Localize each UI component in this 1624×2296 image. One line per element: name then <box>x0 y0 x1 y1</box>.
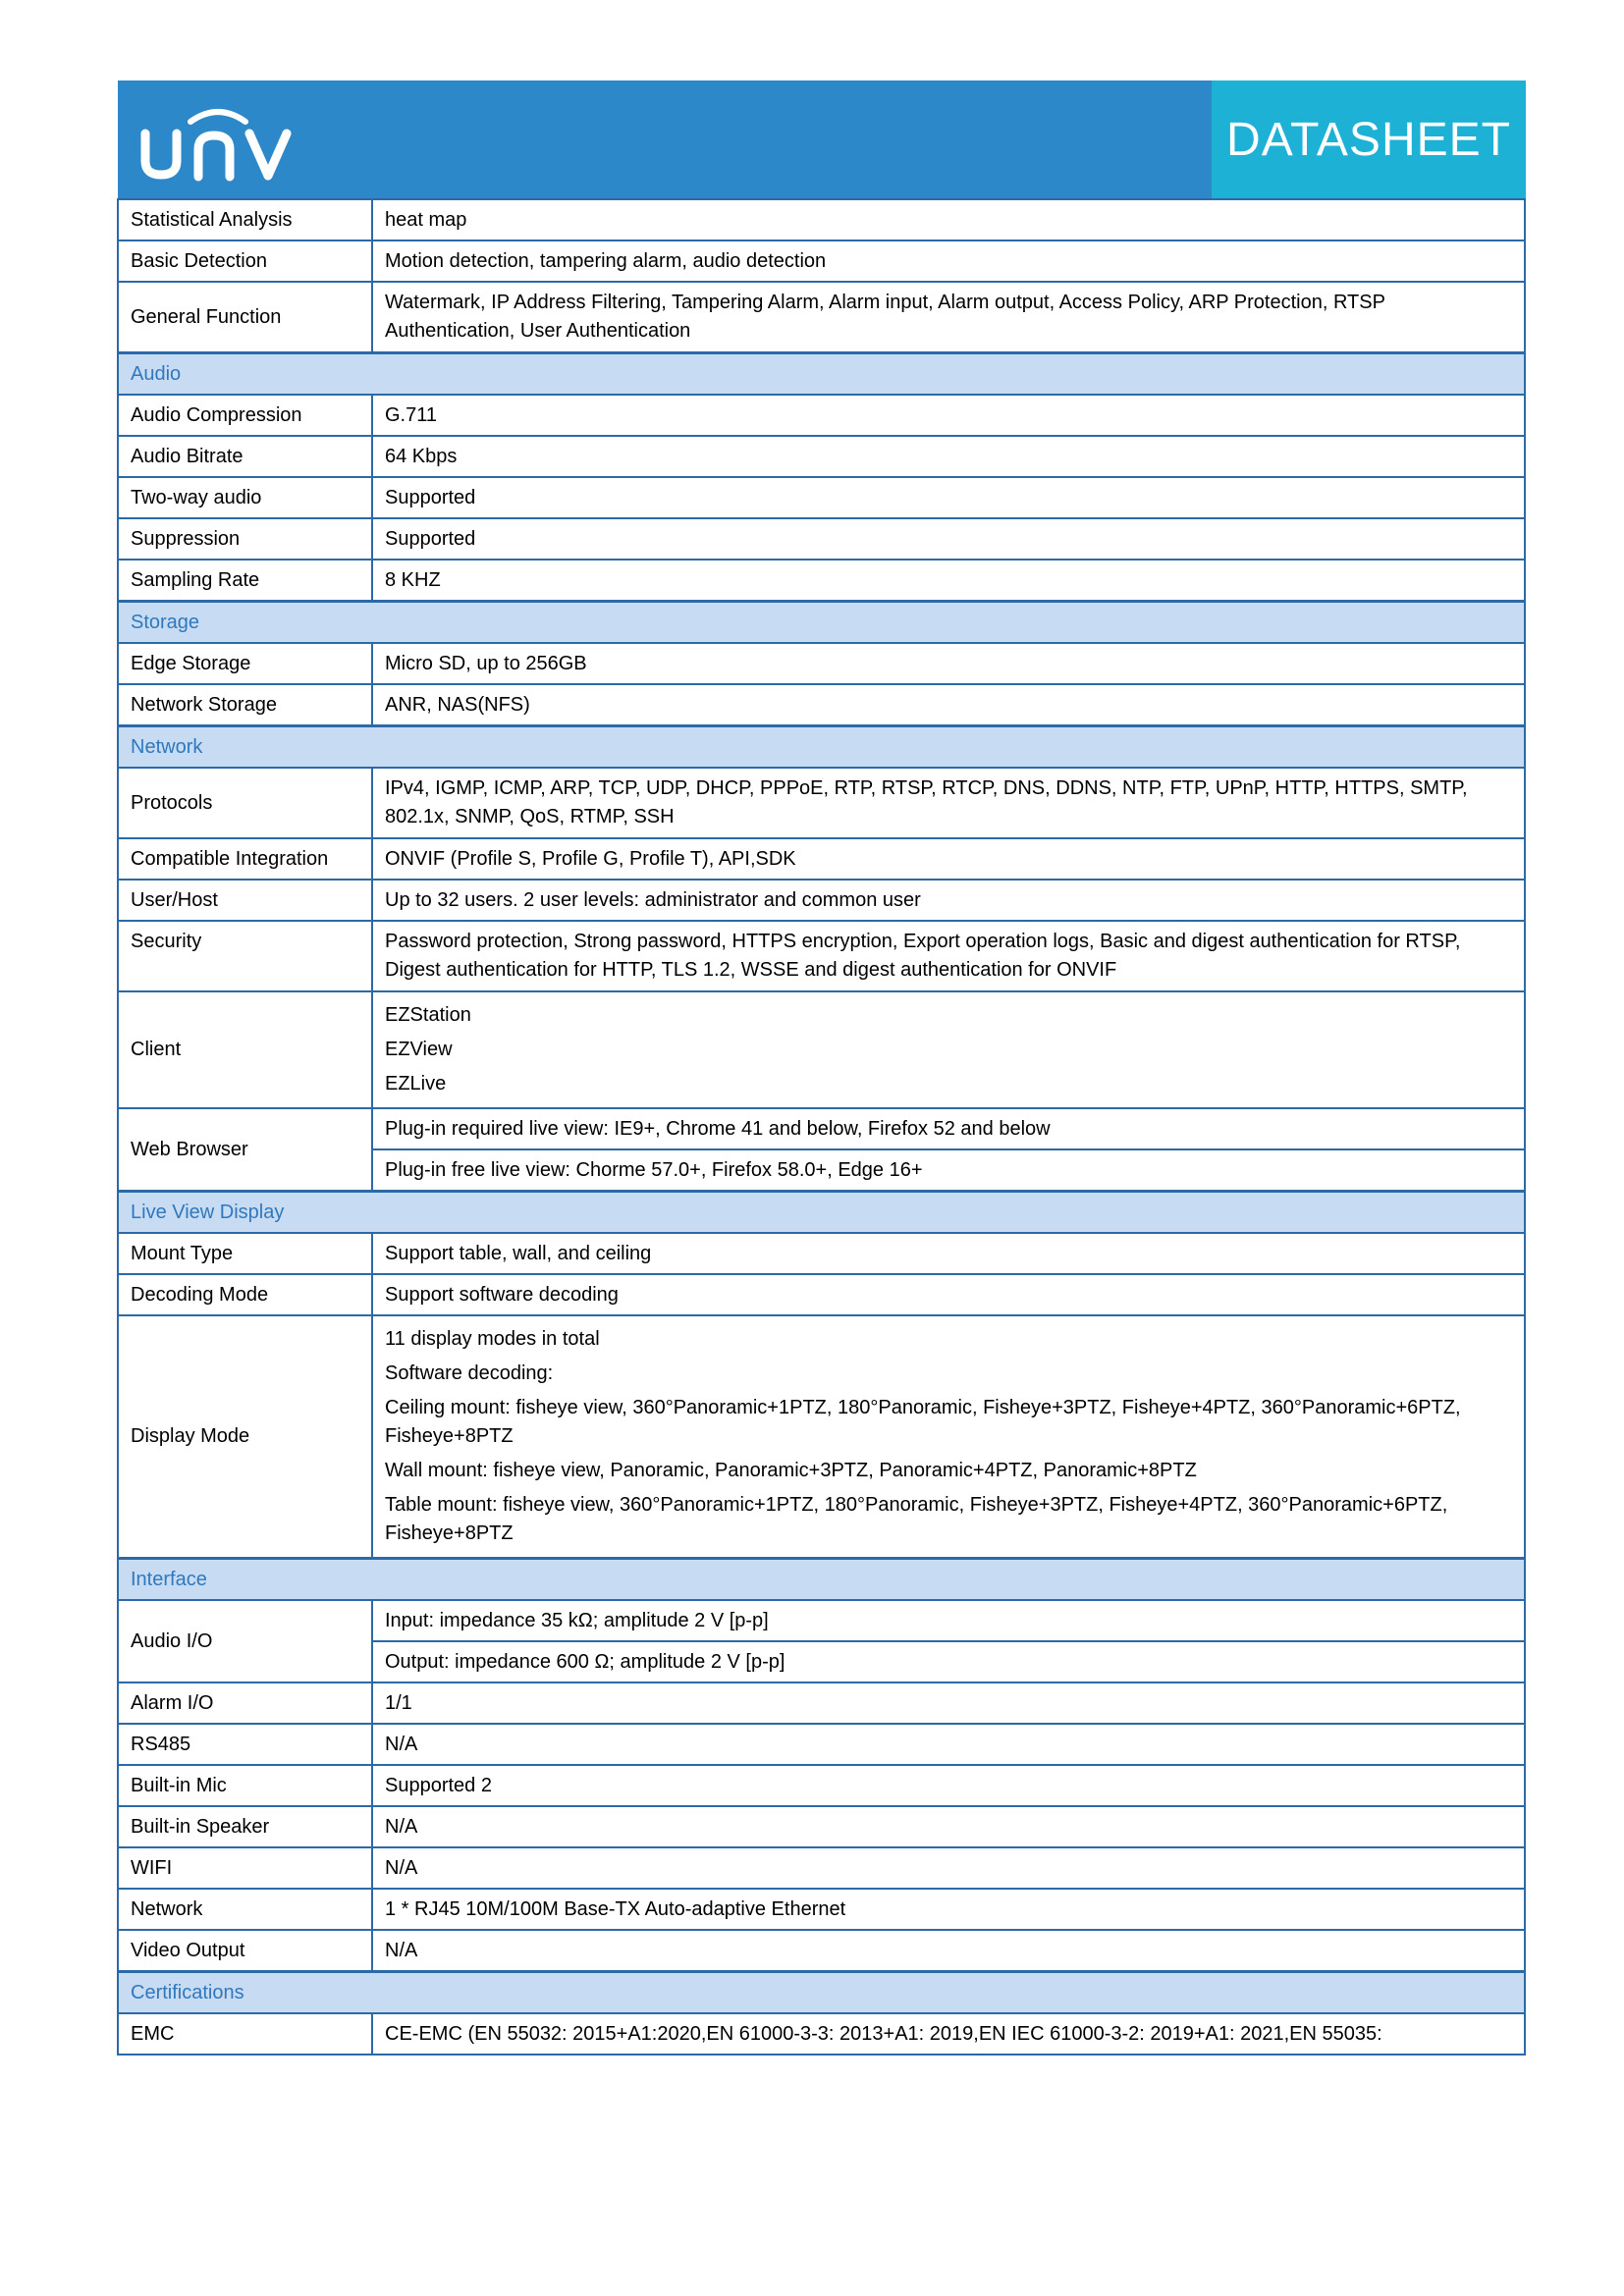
spec-value: ANR, NAS(NFS) <box>372 684 1525 726</box>
spec-table <box>117 198 1526 2056</box>
spec-key: EMC <box>118 2013 372 2055</box>
spec-key: Protocols <box>118 768 372 838</box>
table-row <box>118 395 1525 436</box>
section-header <box>118 353 1525 396</box>
spec-value: ONVIF (Profile S, Profile G, Profile T), API,SDK <box>372 838 1525 880</box>
display-mode-item: 11 display modes in total <box>385 1328 600 1350</box>
display-mode-item: Wall mount: fisheye view, Panoramic, Panoramic+3PTZ, Panoramic+4PTZ, Panoramic+8PTZ <box>385 1460 1197 1481</box>
client-item: EZLive <box>385 1073 447 1095</box>
spec-value: Password protection, Strong password, HTTPS encryption, Export operation logs, Basic and digest authentication for RTSP, Digest authentication for HTTP, TLS 1.2, WSSE and digest authentication for ONVIF <box>372 921 1525 991</box>
spec-key: RS485 <box>118 1724 372 1765</box>
spec-key: Decoding Mode <box>118 1274 372 1315</box>
unv-logo-icon <box>139 100 297 183</box>
spec-value: Supported 2 <box>372 1765 1525 1806</box>
spec-value: Input: impedance 35 kΩ; amplitude 2 V [p-p] <box>372 1600 1525 1641</box>
spec-key: Edge Storage <box>118 643 372 684</box>
spec-key: WIFI <box>118 1847 372 1889</box>
table-row <box>118 1889 1525 1930</box>
table-row <box>118 1847 1525 1889</box>
table-row <box>118 1930 1525 1972</box>
table-row <box>118 684 1525 726</box>
table-row <box>118 560 1525 602</box>
spec-value: Supported <box>372 477 1525 518</box>
spec-key: Web Browser <box>118 1108 372 1192</box>
table-row <box>118 436 1525 477</box>
spec-value: 64 Kbps <box>372 436 1525 477</box>
table-row <box>118 199 1525 240</box>
table-row <box>118 2013 1525 2055</box>
datasheet-badge: DATASHEET <box>1212 80 1526 198</box>
table-row <box>118 1274 1525 1315</box>
table-row <box>118 838 1525 880</box>
section-title: Network <box>118 726 1525 769</box>
spec-value: N/A <box>372 1847 1525 1889</box>
spec-value: 8 KHZ <box>372 560 1525 602</box>
spec-value: G.711 <box>372 395 1525 436</box>
section-header <box>118 1192 1525 1234</box>
spec-key: Sampling Rate <box>118 560 372 602</box>
table-row <box>118 1233 1525 1274</box>
section-header <box>118 1972 1525 2014</box>
table-row <box>118 1315 1525 1559</box>
spec-value: Plug-in required live view: IE9+, Chrome 41 and below, Firefox 52 and below <box>372 1108 1525 1149</box>
table-row <box>118 768 1525 838</box>
spec-value: N/A <box>372 1724 1525 1765</box>
spec-key: Display Mode <box>118 1315 372 1559</box>
spec-key: Compatible Integration <box>118 838 372 880</box>
spec-value: Micro SD, up to 256GB <box>372 643 1525 684</box>
spec-value: N/A <box>372 1930 1525 1972</box>
table-row <box>118 518 1525 560</box>
spec-value: Motion detection, tampering alarm, audio detection <box>372 240 1525 282</box>
spec-value: 1/1 <box>372 1682 1525 1724</box>
spec-value <box>372 1315 1525 1559</box>
spec-value: Plug-in free live view: Chorme 57.0+, Firefox 58.0+, Edge 16+ <box>372 1149 1525 1192</box>
table-row <box>118 1724 1525 1765</box>
spec-key: Network <box>118 1889 372 1930</box>
display-mode-item: Table mount: fisheye view, 360°Panoramic+1PTZ, 180°Panoramic, Fisheye+3PTZ, Fisheye+4PTZ, 360°Panoramic+6PTZ, Fisheye+8PTZ <box>385 1494 1448 1544</box>
spec-value: Support table, wall, and ceiling <box>372 1233 1525 1274</box>
spec-key: Built-in Speaker <box>118 1806 372 1847</box>
spec-key: Built-in Mic <box>118 1765 372 1806</box>
spec-key: Security <box>118 921 372 991</box>
spec-key: Audio Compression <box>118 395 372 436</box>
section-title: Audio <box>118 353 1525 396</box>
table-row <box>118 880 1525 921</box>
section-header <box>118 726 1525 769</box>
spec-key: Mount Type <box>118 1233 372 1274</box>
section-header <box>118 1559 1525 1601</box>
spec-value: N/A <box>372 1806 1525 1847</box>
spec-value: Support software decoding <box>372 1274 1525 1315</box>
spec-value: Watermark, IP Address Filtering, Tampering Alarm, Alarm input, Alarm output, Access Policy, ARP Protection, RTSP Authentication, User Authentication <box>372 282 1525 353</box>
spec-key: Two-way audio <box>118 477 372 518</box>
section-header <box>118 602 1525 644</box>
table-row <box>118 282 1525 353</box>
spec-key: General Function <box>118 282 372 353</box>
table-row <box>118 1600 1525 1641</box>
spec-value: Output: impedance 600 Ω; amplitude 2 V [p-p] <box>372 1641 1525 1682</box>
display-mode-item: Software decoding: <box>385 1362 554 1384</box>
spec-value: Supported <box>372 518 1525 560</box>
display-mode-item: Ceiling mount: fisheye view, 360°Panoramic+1PTZ, 180°Panoramic, Fisheye+3PTZ, Fisheye+4PTZ, 360°Panoramic+6PTZ, Fisheye+8PTZ <box>385 1397 1461 1447</box>
spec-value: IPv4, IGMP, ICMP, ARP, TCP, UDP, DHCP, PPPoE, RTP, RTSP, RTCP, DNS, DDNS, NTP, FTP, UPnP, HTTP, HTTPS, SMTP, 802.1x, SNMP, QoS, RTMP, SSH <box>372 768 1525 838</box>
spec-key: Alarm I/O <box>118 1682 372 1724</box>
table-row <box>118 921 1525 991</box>
section-title: Live View Display <box>118 1192 1525 1234</box>
spec-key: Basic Detection <box>118 240 372 282</box>
table-row <box>118 991 1525 1108</box>
table-row <box>118 1806 1525 1847</box>
table-row <box>118 240 1525 282</box>
spec-key: Suppression <box>118 518 372 560</box>
spec-key: Audio I/O <box>118 1600 372 1682</box>
table-row <box>118 1765 1525 1806</box>
spec-key: Video Output <box>118 1930 372 1972</box>
spec-key: User/Host <box>118 880 372 921</box>
spec-value: 1 * RJ45 10M/100M Base-TX Auto-adaptive Ethernet <box>372 1889 1525 1930</box>
spec-value: CE-EMC (EN 55032: 2015+A1:2020,EN 61000-3-3: 2013+A1: 2019,EN IEC 61000-3-2: 2019+A1: 2021,EN 55035: <box>372 2013 1525 2055</box>
spec-key: Network Storage <box>118 684 372 726</box>
section-title: Storage <box>118 602 1525 644</box>
table-row <box>118 1682 1525 1724</box>
client-item: EZView <box>385 1039 453 1060</box>
datasheet-header <box>118 80 1526 198</box>
table-row <box>118 643 1525 684</box>
client-item: EZStation <box>385 1004 471 1026</box>
table-row <box>118 1108 1525 1149</box>
table-row <box>118 477 1525 518</box>
spec-key: Audio Bitrate <box>118 436 372 477</box>
spec-value <box>372 991 1525 1108</box>
spec-value: heat map <box>372 199 1525 240</box>
section-title: Interface <box>118 1559 1525 1601</box>
section-title: Certifications <box>118 1972 1525 2014</box>
spec-key: Statistical Analysis <box>118 199 372 240</box>
spec-key: Client <box>118 991 372 1108</box>
spec-value: Up to 32 users. 2 user levels: administrator and common user <box>372 880 1525 921</box>
